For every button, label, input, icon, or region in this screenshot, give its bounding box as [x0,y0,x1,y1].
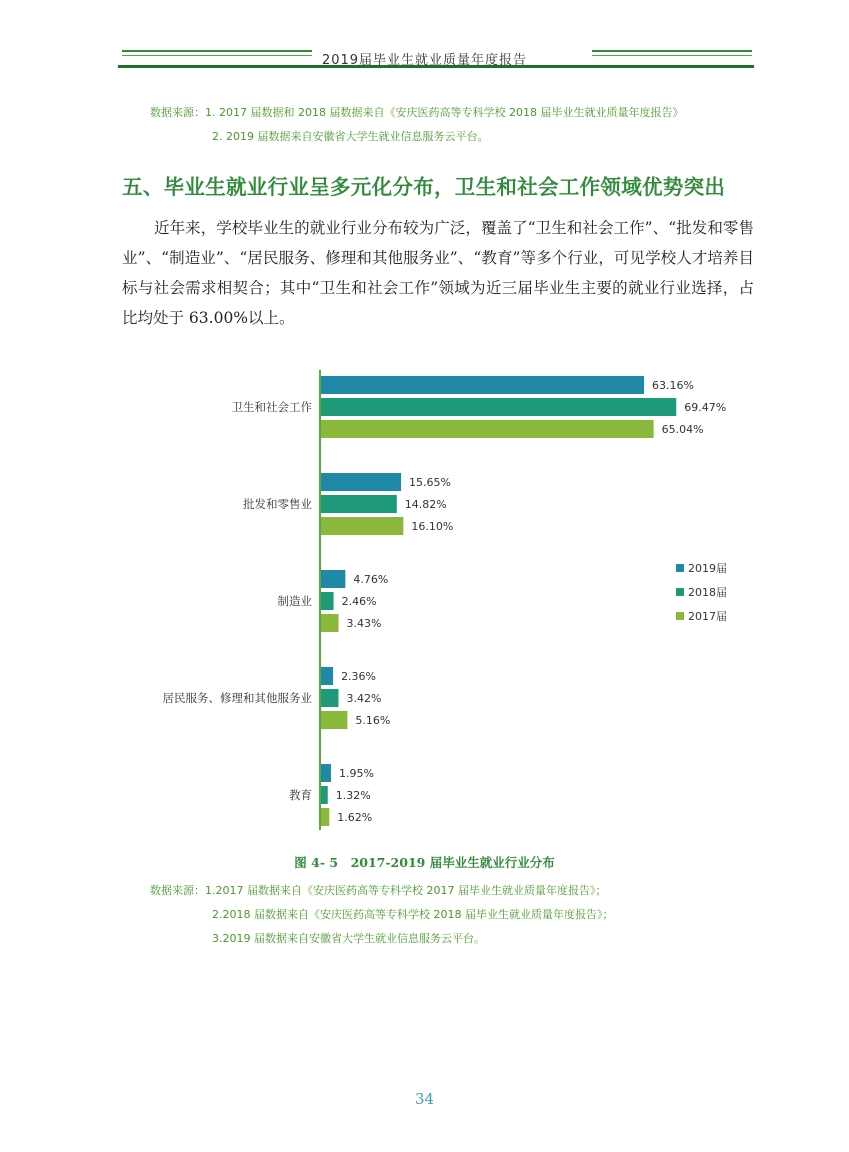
bar-2-1 [321,592,334,610]
page-number: 34 [414,1090,435,1108]
value-label-1-0: 15.65% [409,476,451,489]
value-label-4-0: 1.95% [338,767,374,780]
value-label-3-2: 5.16% [355,714,391,727]
bar-3-0 [321,667,333,685]
industry-distribution-chart [120,362,740,842]
value-label-4-2: 1.62% [337,811,373,824]
value-label-1-2: 16.10% [411,520,454,533]
bar-4-2 [321,808,329,826]
legend-swatch-1 [676,588,684,596]
section-heading: 五、毕业生就业行业呈多元化分布，卫生和社会工作领域优势突出 [122,175,726,199]
value-label-2-0: 4.76% [353,573,389,586]
bar-1-1 [321,495,397,513]
bottom-source-line-1: 数据来源：1.2017 届数据来自《安庆医药高等专科学校 2017 届毕业生就业质量年度报告》； [150,884,607,897]
category-labels-group [163,400,313,802]
category-label-3: 居民服务、修理和其他服务业 [162,691,312,705]
bar-4-0 [321,764,331,782]
bar-3-1 [321,689,338,707]
value-label-2-1: 2.46% [341,595,377,608]
bar-1-2 [321,517,403,535]
bottom-source-line-2: 2.2018 届数据来自《安庆医药高等专科学校 2018 届毕业生就业质量年度报告》； [212,908,614,921]
category-label-4: 教育 [289,788,312,802]
bottom-source-line-3: 3.2019 届数据来自安徽省大学生就业信息服务云平台。 [212,932,485,945]
value-label-0-2: 65.04% [661,423,704,436]
legend-swatch-0 [676,564,684,572]
figure-caption: 图 4- 5 2017-2019 届毕业生就业行业分布 [294,855,555,870]
bar-2-0 [321,570,345,588]
top-source-line-1: 数据来源：1. 2017 届数据和 2018 届数据来自《安庆医药高等专科学校 2018 届毕业生就业质量年度报告》 [150,106,684,119]
legend-label-0: 2019届 [688,562,727,575]
header-title: 2019届毕业生就业质量年度报告 [321,53,528,68]
bar-4-1 [321,786,328,804]
value-label-2-2: 3.43% [346,617,382,630]
value-label-1-1: 14.82% [404,498,447,511]
body-paragraph: 近年来，学校毕业生的就业行业分布较为广泛，覆盖了“卫生和社会工作”、“批发和零售业”、“制造业”、“居民服务、修理和其他服务业”、“教育”等多个行业，可见学校人才培养目标与社会需求相契合；其中“卫生和社会工作”领域为近三届毕业生主要的就业行业选择，占比均处于 63.00%以上。 [122,219,754,327]
value-label-4-1: 1.32% [335,789,371,802]
category-label-2: 制造业 [277,594,312,608]
value-label-0-1: 69.47% [684,401,727,414]
value-label-0-0: 63.16% [652,379,694,392]
legend-label-1: 2018届 [688,586,727,599]
category-label-1: 批发和零售业 [243,497,312,511]
bar-0-2 [321,420,654,438]
value-label-3-0: 2.36% [341,670,377,683]
bar-2-2 [321,614,339,632]
value-label-3-1: 3.42% [346,692,382,705]
legend-group [676,562,727,623]
category-label-0: 卫生和社会工作 [231,400,312,414]
top-source-line-2: 2. 2019 届数据来自安徽省大学生就业信息服务云平台。 [212,130,489,143]
legend-label-2: 2017届 [688,610,727,623]
value-labels-group [336,379,726,824]
bar-0-0 [321,376,644,394]
bar-1-0 [321,473,401,491]
legend-swatch-2 [676,612,684,620]
bar-3-2 [321,711,347,729]
bar-0-1 [321,398,676,416]
